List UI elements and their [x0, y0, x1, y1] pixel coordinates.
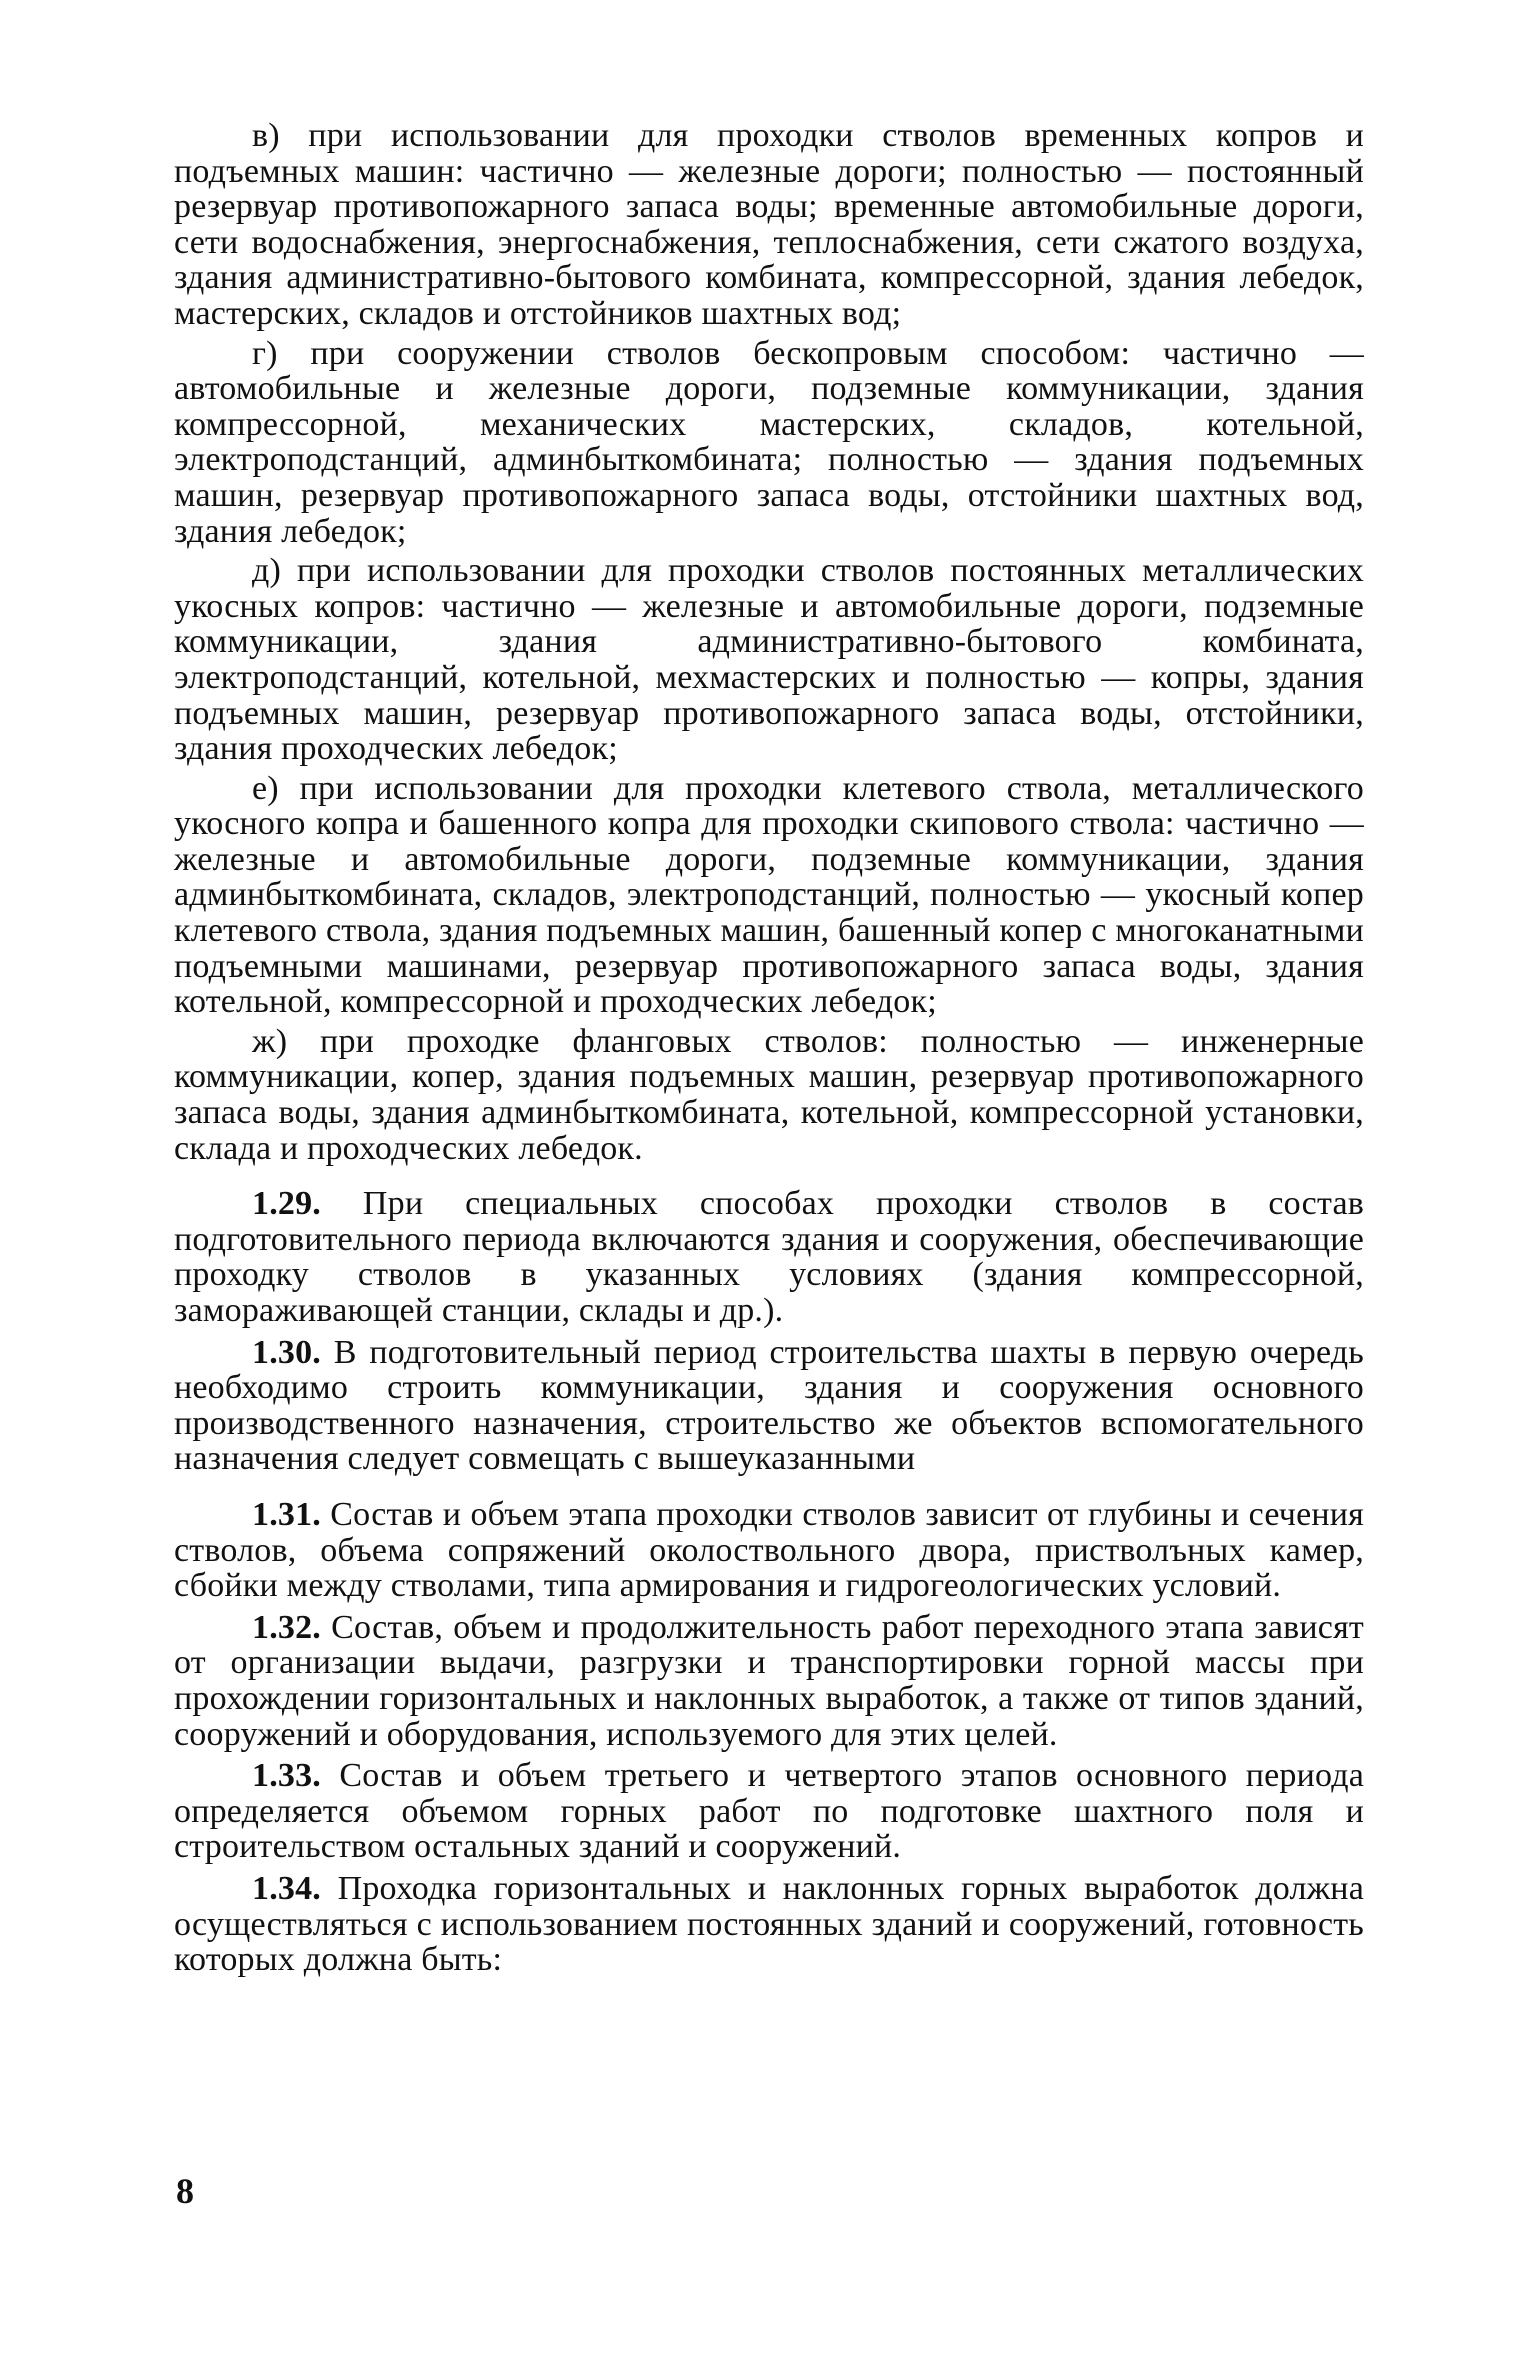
paragraph-item-d — [174, 553, 1364, 767]
paragraph-item-zh — [174, 1024, 1364, 1166]
clause-text: Состав и объем этапа проходки стволов зависит от глубины и сечения стволов, объема сопряжений околоствольного двора, пристволъных камер, сбойки между стволами, типа армирования и гидрогеологических условий. — [174, 1495, 1365, 1605]
paragraph-text: д) при использовании для проходки стволов постоянных металлических укосных копров: частично — железные и автомобильные дороги, подземные коммуникации, здания административно-бытового комбината, электроподстанций, котельной, мехмастерских и полностью — копры, здания подъемных машин, резервуар противопожарного запаса воды, отстойники, здания проходческих лебедок; — [174, 552, 1364, 768]
paragraph-item-g — [174, 336, 1364, 550]
clause-text: При специальных способах проходки стволов в состав подготовительного периода включаются здания и сооружения, обеспечивающие проходку стволов в указанных условиях (здания компрессорной, замораживающей станции, склады и др.). — [174, 1185, 1364, 1329]
clause-number: 1.31. — [252, 1495, 321, 1533]
clause-1-33 — [174, 1758, 1364, 1865]
clause-number: 1.30. — [252, 1333, 321, 1371]
clause-number: 1.33. — [252, 1757, 321, 1795]
clause-number: 1.32. — [252, 1608, 321, 1646]
clause-text: В подготовительный период строительства шахты в первую очередь необходимо строить коммуникации, здания и сооружения основного производственного назначения, строительство же объектов вспомогательного назначения следует совмещать с вышеуказанными — [174, 1333, 1364, 1478]
paragraph-item-e — [174, 771, 1364, 1020]
clause-text: Состав и объем третьего и четвертого этапов основного периода определяется объемом горных работ по подготовке шахтного поля и строительством остальных зданий и сооружений. — [174, 1757, 1364, 1866]
clause-1-32 — [174, 1610, 1364, 1752]
clause-1-30 — [174, 1335, 1364, 1477]
document-body — [174, 118, 1364, 1984]
clause-number: 1.29. — [252, 1185, 321, 1223]
clause-text: Проходка горизонтальных и наклонных горных выработок должна осуществляться с использованием постоянных зданий и сооружений, готовность которых должна быть: — [174, 1869, 1364, 1979]
paragraph-text: в) при использовании для проходки стволов временных копров и подъемных машин: частично — железные дороги; полностью — постоянный резервуар противопожарного запаса воды; временные автомобильные дороги, сети водоснабжения, энергоснабжения, теплоснабжения, сети сжатого воздуха, здания административно-бытового комбината, компрессорной, здания лебедок, мастерских, складов и отстойников шахтных вод; — [174, 117, 1364, 332]
clause-1-29 — [174, 1186, 1364, 1328]
paragraph-item-v — [174, 118, 1364, 332]
paragraph-text: е) при использовании для проходки клетевого ствола, металлического укосного копра и башенного копра для проходки скипового ствола: частично — железные и автомобильные дороги, подземные коммуникации, здания админбыткомбината, складов, электроподстанций, полностью — укосный копер клетевого ствола, здания подъемных машин, башенный копер с многоканатными подъемными машинами, резервуар противопожарного запаса воды, здания котельной, компрессорной и проходческих лебедок; — [174, 769, 1364, 1021]
clause-text: Состав, объем и продолжительность работ переходного этапа зависят от организации выдачи, разгрузки и транспортировки горной массы при прохождении горизонтальных и наклонных выработок, а также от типов зданий, сооружений и оборудования, используемого для этих целей. — [174, 1608, 1364, 1753]
paragraph-text: ж) при проходке фланговых стволов: полностью — инженерные коммуникации, копер, здания подъемных машин, резервуар противопожарного запаса воды, здания админбыткомбината, котельной, компрессорной установки, склада и проходческих лебедок. — [174, 1022, 1364, 1167]
clause-1-31 — [174, 1497, 1364, 1604]
clause-1-34 — [174, 1871, 1364, 1978]
paragraph-text: г) при сооружении стволов бескопровым способом: частично — автомобильные и железные дороги, подземные коммуникации, здания компрессорной, механических мастерских, складов, котельной, электроподстанций, админбыткомбината; полностью — здания подъемных машин, резервуар противопожарного запаса воды, отстойники шахтных вод, здания лебедок; — [174, 334, 1364, 550]
page-number: 8 — [176, 2171, 194, 2211]
clause-number: 1.34. — [252, 1869, 321, 1907]
